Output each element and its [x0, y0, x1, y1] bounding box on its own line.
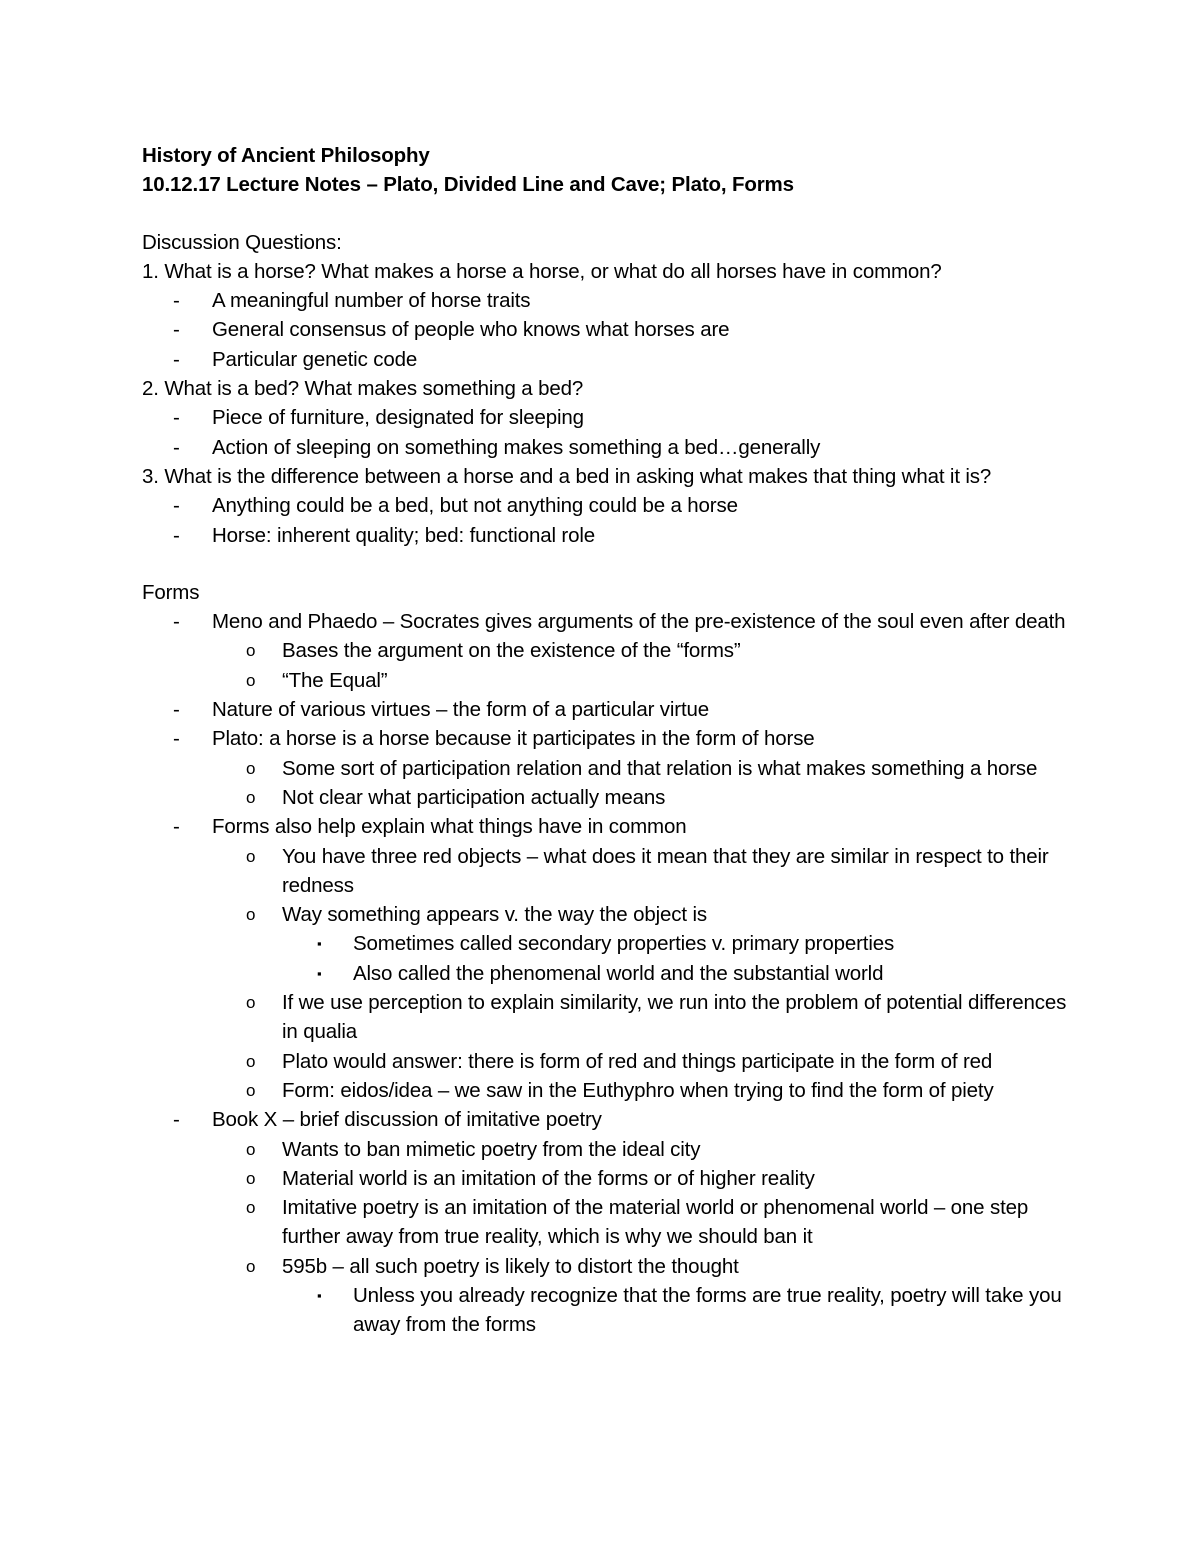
answer-2-2	[142, 433, 1072, 462]
forms-subitem	[142, 754, 1072, 783]
circle-bullet: o	[246, 1168, 256, 1188]
forms-item-book-x	[142, 1105, 1072, 1134]
item-text: Plato would answer: there is form of red and things participate in the form of red	[282, 1049, 993, 1073]
answer-text: Particular genetic code	[212, 347, 418, 371]
item-text: Wants to ban mimetic poetry from the ideal city	[282, 1137, 701, 1161]
circle-bullet: o	[246, 1139, 256, 1159]
answer-text: Action of sleeping on something makes something a bed…generally	[212, 435, 821, 459]
forms-subsubitem	[142, 959, 1072, 988]
item-text: You have three red objects – what does it mean that they are similar in respect to their redness	[282, 844, 1049, 897]
forms-subitem	[142, 1076, 1072, 1105]
answer-text: Anything could be a bed, but not anything could be a horse	[212, 494, 738, 518]
forms-subsubitem	[142, 929, 1072, 958]
item-text: Some sort of participation relation and that relation is what makes something a horse	[282, 756, 1038, 780]
answer-text: Piece of furniture, designated for sleeping	[212, 406, 584, 430]
item-text: Also called the phenomenal world and the substantial world	[353, 961, 884, 985]
answer-2-1	[142, 403, 1072, 432]
dash-bullet: -	[173, 727, 180, 751]
dash-bullet: -	[173, 406, 180, 430]
item-text: 595b – all such poetry is likely to distort the thought	[282, 1254, 739, 1278]
discussion-heading: Discussion Questions:	[142, 230, 342, 254]
circle-bullet: o	[246, 670, 256, 690]
item-text: Sometimes called secondary properties v. primary properties	[353, 932, 895, 956]
circle-bullet: o	[246, 1256, 256, 1276]
circle-bullet: o	[246, 846, 256, 866]
answer-text: Horse: inherent quality; bed: functional role	[212, 523, 595, 547]
answer-text: General consensus of people who knows what horses are	[212, 318, 730, 342]
forms-subitem	[142, 783, 1072, 812]
circle-bullet: o	[246, 641, 256, 661]
dash-bullet: -	[173, 289, 180, 313]
item-text: Not clear what participation actually means	[282, 785, 666, 809]
dash-bullet: -	[173, 698, 180, 722]
dash-bullet: -	[173, 815, 180, 839]
item-text: Book X – brief discussion of imitative poetry	[212, 1108, 602, 1132]
question-3: 3. What is the difference between a horse and a bed in asking what makes that thing what it is?	[142, 464, 992, 488]
forms-subitem	[142, 1047, 1072, 1076]
question-2: 2. What is a bed? What makes something a bed?	[142, 377, 584, 401]
forms-subsubitem	[142, 1281, 1072, 1340]
dash-bullet: -	[173, 523, 180, 547]
answer-1-3	[142, 345, 1072, 374]
forms-subitem	[142, 1193, 1072, 1252]
forms-subitem	[142, 1135, 1072, 1164]
dash-bullet: -	[173, 435, 180, 459]
forms-item-participation	[142, 724, 1072, 753]
forms-item-common	[142, 812, 1072, 841]
item-text: If we use perception to explain similarity, we run into the problem of potential differences in qualia	[282, 991, 1067, 1044]
dash-bullet: -	[173, 494, 180, 518]
circle-bullet: o	[246, 1198, 256, 1218]
answer-text: A meaningful number of horse traits	[212, 289, 531, 313]
item-text: Way something appears v. the way the object is	[282, 903, 707, 927]
item-text: Bases the argument on the existence of the “forms”	[282, 639, 741, 663]
doc-title: History of Ancient Philosophy	[142, 144, 430, 167]
square-bullet: ▪	[317, 1287, 322, 1303]
circle-bullet: o	[246, 1051, 256, 1071]
item-text: Nature of various virtues – the form of a particular virtue	[212, 698, 710, 722]
document-page	[142, 141, 1072, 1340]
item-text: Meno and Phaedo – Socrates gives arguments of the pre-existence of the soul even after death	[212, 610, 1066, 634]
forms-subitem	[142, 900, 1072, 929]
circle-bullet: o	[246, 1080, 256, 1100]
answer-1-1	[142, 286, 1072, 315]
item-text: Material world is an imitation of the forms or of higher reality	[282, 1166, 815, 1190]
item-text: Form: eidos/idea – we saw in the Euthyphro when trying to find the form of piety	[282, 1078, 994, 1102]
forms-item-meno-phaedo	[142, 607, 1072, 636]
forms-subitem	[142, 666, 1072, 695]
answer-1-2	[142, 315, 1072, 344]
circle-bullet: o	[246, 758, 256, 778]
forms-subitem	[142, 988, 1072, 1047]
answer-3-2	[142, 521, 1072, 550]
square-bullet: ▪	[317, 965, 322, 981]
circle-bullet: o	[246, 993, 256, 1013]
item-text: Forms also help explain what things have in common	[212, 815, 687, 839]
blank-line	[142, 550, 1072, 578]
forms-subitem	[142, 842, 1072, 901]
dash-bullet: -	[173, 318, 180, 342]
dash-bullet: -	[173, 347, 180, 371]
dash-bullet: -	[173, 1108, 180, 1132]
forms-subitem	[142, 636, 1072, 665]
question-1: 1. What is a horse? What makes a horse a horse, or what do all horses have in common?	[142, 259, 942, 283]
dash-bullet: -	[173, 610, 180, 634]
circle-bullet: o	[246, 787, 256, 807]
forms-item-virtues	[142, 695, 1072, 724]
forms-subitem	[142, 1164, 1072, 1193]
item-text: Plato: a horse is a horse because it participates in the form of horse	[212, 727, 815, 751]
doc-subtitle: 10.12.17 Lecture Notes – Plato, Divided Line and Cave; Plato, Forms	[142, 173, 794, 197]
circle-bullet: o	[246, 905, 256, 925]
answer-3-1	[142, 491, 1072, 520]
forms-subitem	[142, 1252, 1072, 1281]
item-text: Imitative poetry is an imitation of the material world or phenomenal world – one step further away from true reality, which is why we should ban it	[282, 1196, 1029, 1249]
square-bullet: ▪	[317, 936, 322, 952]
item-text: Unless you already recognize that the forms are true reality, poetry will take you away from the forms	[353, 1283, 1062, 1337]
forms-heading: Forms	[142, 580, 200, 604]
blank-line	[142, 200, 1072, 228]
item-text: “The Equal”	[282, 668, 388, 692]
